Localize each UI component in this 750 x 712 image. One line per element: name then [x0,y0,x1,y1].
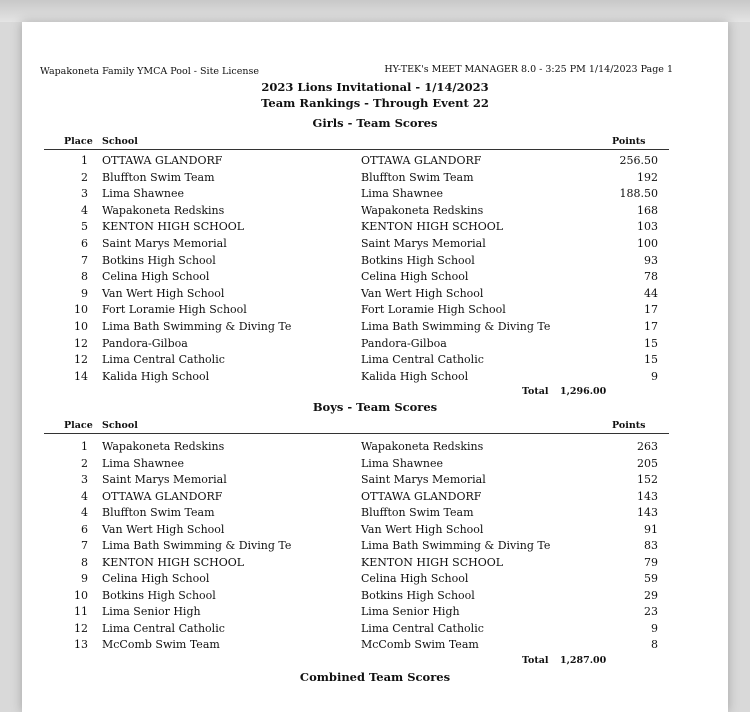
place-cell: 12 [74,621,88,635]
place-cell: 4 [81,203,88,217]
team-cell: Lima Shawnee [361,187,444,201]
points-cell: 44 [644,286,658,300]
combined-section-title: Combined Team Scores [299,670,451,684]
school-cell: KENTON HIGH SCHOOL [102,220,245,234]
points-cell: 9 [651,621,658,635]
site-license: Wapakoneta Family YMCA Pool - Site License [40,66,259,77]
school-cell: Lima Shawnee [102,456,185,470]
table-row [22,539,728,555]
table-row [22,572,728,588]
points-cell: 256.50 [619,154,658,167]
girls-section-title: Girls - Team Scores [312,116,438,130]
girls-place-header: Place [64,136,93,147]
table-row [22,622,728,638]
team-cell: Lima Shawnee [361,456,444,470]
points-cell: 91 [644,522,658,536]
school-cell: Pandora-Gilboa [102,336,188,350]
table-row [22,605,728,621]
team-cell: Botkins High School [361,588,475,602]
table-row [22,523,728,539]
table-row [22,337,728,353]
points-cell: 9 [651,369,658,383]
points-cell: 205 [637,456,658,470]
points-cell: 263 [637,440,658,453]
team-cell: Lima Senior High [361,605,460,618]
software-info: HY-TEK's MEET MANAGER 8.0 - 3:25 PM 1/14/2023 Page 1 [384,64,673,75]
points-cell: 17 [644,303,658,317]
team-cell: Botkins High School [361,253,475,267]
school-cell: Wapakoneta Redskins [102,203,225,217]
boys-school-header: School [102,420,138,431]
team-cell: Lima Central Catholic [361,353,484,367]
points-cell: 152 [637,473,658,486]
school-cell: Bluffton Swim Team [102,170,215,184]
school-cell: OTTAWA GLANDORF [102,489,223,503]
boys-place-header: Place [64,420,93,431]
table-row [22,490,728,506]
team-cell: Kalida High School [361,369,469,383]
points-cell: 29 [644,588,658,602]
team-cell: Wapakoneta Redskins [361,203,484,217]
school-cell: Lima Senior High [102,605,201,618]
school-cell: Botkins High School [102,588,216,602]
school-cell: Saint Marys Memorial [102,237,227,250]
place-cell: 1 [81,154,88,167]
school-cell: Bluffton Swim Team [102,506,215,519]
points-cell: 188.50 [619,187,658,201]
team-cell: Pandora-Gilboa [361,336,447,350]
table-row [22,353,728,369]
table-row [22,370,728,386]
points-cell: 143 [637,506,658,519]
girls-total-label: Total [522,386,549,397]
meet-title: 2023 Lions Invitational - 1/14/2023 [261,80,489,94]
place-cell: 7 [81,253,88,267]
points-cell: 59 [644,572,658,585]
team-cell: Fort Loramie High School [361,303,506,317]
boys-total-label: Total [522,655,549,666]
team-cell: Celina High School [361,270,469,284]
points-cell: 143 [637,489,658,503]
school-cell: Wapakoneta Redskins [102,440,225,453]
place-cell: 3 [81,187,88,201]
table-row [22,270,728,286]
document-page [22,22,728,712]
team-cell: Van Wert High School [361,522,484,536]
school-cell: Van Wert High School [102,286,225,300]
team-cell: Van Wert High School [361,286,484,300]
table-row [22,638,728,654]
place-cell: 2 [81,170,88,184]
boys-section-title: Boys - Team Scores [312,400,438,414]
place-cell: 10 [74,303,88,317]
table-row [22,254,728,270]
table-row [22,556,728,572]
points-cell: 83 [644,539,658,552]
points-cell: 168 [637,203,658,217]
team-cell: Saint Marys Memorial [361,237,486,250]
school-cell: Lima Central Catholic [102,353,225,367]
place-cell: 10 [74,588,88,602]
table-row [22,440,728,456]
school-cell: Lima Shawnee [102,187,185,201]
school-cell: Lima Bath Swimming & Diving Te [102,539,292,552]
team-cell: Lima Central Catholic [361,621,484,635]
girls-header-rule [44,149,669,150]
table-row [22,154,728,170]
table-row [22,457,728,473]
place-cell: 10 [74,320,88,333]
team-cell: Celina High School [361,572,469,585]
place-cell: 12 [74,336,88,350]
team-cell: Lima Bath Swimming & Diving Te [361,539,551,552]
table-row [22,187,728,203]
school-cell: Van Wert High School [102,522,225,536]
table-row [22,220,728,236]
place-cell: 4 [81,506,88,519]
school-cell: Kalida High School [102,369,210,383]
school-cell: Fort Loramie High School [102,303,247,317]
place-cell: 6 [81,522,88,536]
points-cell: 17 [644,320,658,333]
boys-total-value: 1,287.00 [560,655,607,666]
school-cell: Saint Marys Memorial [102,473,227,486]
place-cell: 7 [81,539,88,552]
points-cell: 93 [644,253,658,267]
viewer-top-bar [0,0,750,22]
table-row [22,204,728,220]
table-row [22,237,728,253]
school-cell: KENTON HIGH SCHOOL [102,555,245,569]
table-row [22,171,728,187]
points-cell: 23 [644,605,658,618]
points-cell: 15 [644,353,658,367]
team-cell: Wapakoneta Redskins [361,440,484,453]
place-cell: 3 [81,473,88,486]
team-cell: Saint Marys Memorial [361,473,486,486]
girls-points-header: Points [612,136,646,147]
team-cell: Bluffton Swim Team [361,170,474,184]
table-row [22,303,728,319]
place-cell: 13 [74,638,88,651]
points-cell: 100 [637,237,658,250]
points-cell: 79 [644,555,658,569]
school-cell: Celina High School [102,270,210,284]
team-cell: OTTAWA GLANDORF [361,489,482,503]
place-cell: 11 [74,605,88,618]
school-cell: McComb Swim Team [102,638,220,651]
points-cell: 8 [651,638,658,651]
points-cell: 15 [644,336,658,350]
team-cell: OTTAWA GLANDORF [361,154,482,167]
table-row [22,287,728,303]
place-cell: 8 [81,270,88,284]
place-cell: 4 [81,489,88,503]
points-cell: 78 [644,270,658,284]
school-cell: Celina High School [102,572,210,585]
team-cell: Bluffton Swim Team [361,506,474,519]
place-cell: 9 [81,286,88,300]
place-cell: 9 [81,572,88,585]
school-cell: Botkins High School [102,253,216,267]
boys-header-rule [44,433,669,434]
place-cell: 2 [81,456,88,470]
report-subtitle: Team Rankings - Through Event 22 [261,96,489,110]
points-cell: 103 [637,220,658,234]
team-cell: KENTON HIGH SCHOOL [361,220,504,234]
place-cell: 14 [74,369,88,383]
school-cell: Lima Central Catholic [102,621,225,635]
table-row [22,473,728,489]
table-row [22,320,728,336]
team-cell: Lima Bath Swimming & Diving Te [361,320,551,333]
place-cell: 8 [81,555,88,569]
place-cell: 1 [81,440,88,453]
table-row [22,506,728,522]
girls-school-header: School [102,136,138,147]
school-cell: OTTAWA GLANDORF [102,154,223,167]
school-cell: Lima Bath Swimming & Diving Te [102,320,292,333]
team-cell: McComb Swim Team [361,638,479,651]
team-cell: KENTON HIGH SCHOOL [361,555,504,569]
points-cell: 192 [637,170,658,184]
place-cell: 6 [81,237,88,250]
boys-points-header: Points [612,420,646,431]
place-cell: 5 [81,220,88,234]
place-cell: 12 [74,353,88,367]
girls-total-value: 1,296.00 [560,386,607,397]
table-row [22,589,728,605]
